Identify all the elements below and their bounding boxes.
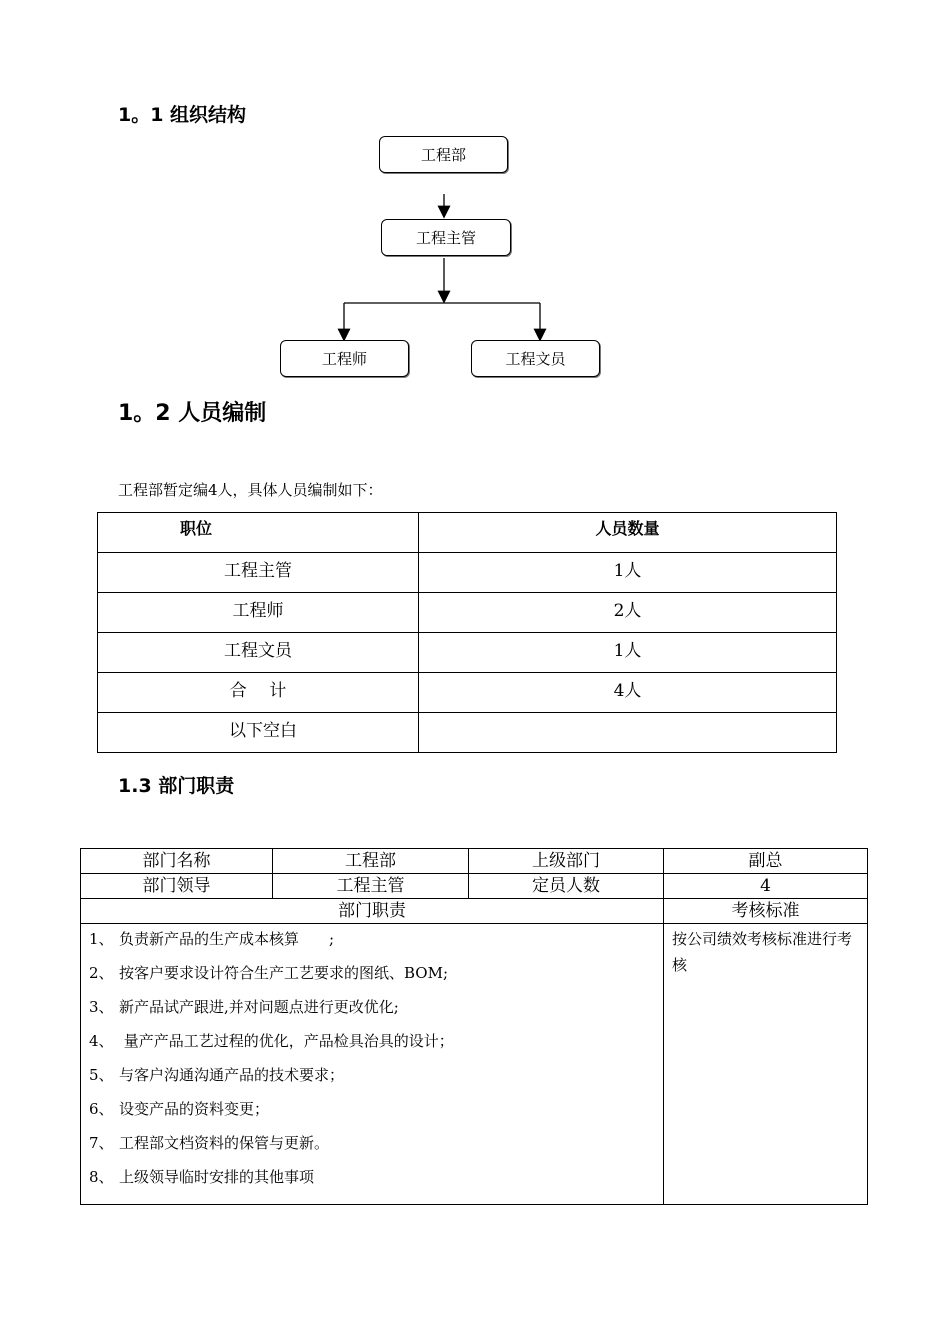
list-item: 5、 与客户沟通沟通产品的技术要求；	[89, 1066, 345, 1084]
table-row	[98, 713, 837, 753]
superior-value: 副总	[664, 849, 868, 874]
headcount-value: 4	[664, 874, 868, 899]
table-row	[81, 924, 868, 1205]
table-row	[81, 874, 868, 899]
list-item: 3、 新产品试产跟进,并对问题点进行更改优化;	[89, 998, 399, 1016]
table-row	[81, 849, 868, 874]
cell-count: 1人	[419, 553, 837, 593]
table-row	[98, 673, 837, 713]
list-item: 7、 工程部文档资料的保管与更新。	[89, 1134, 330, 1152]
dept-name-value: 工程部	[273, 849, 469, 874]
section-title-org: 1。1 组织结构	[118, 104, 247, 126]
leader-value: 工程主管	[273, 874, 469, 899]
section-title-duties: 1.3 部门职责	[118, 775, 235, 797]
duties-header: 部门职责	[81, 899, 664, 924]
list-item: 1、 负责新产品的生产成本核算 ;	[89, 930, 335, 948]
headcount-label: 定员人数	[469, 874, 664, 899]
header-position: 职位	[98, 513, 419, 553]
leader-label: 部门领导	[81, 874, 273, 899]
dept-name-label: 部门名称	[81, 849, 273, 874]
cell-position: 工程师	[98, 593, 419, 633]
org-node-engineer: 工程师	[280, 340, 409, 377]
table-row	[81, 899, 868, 924]
cell-count: 4人	[419, 673, 837, 713]
criteria-header: 考核标准	[664, 899, 868, 924]
cell-count: 2人	[419, 593, 837, 633]
org-node-supervisor: 工程主管	[381, 219, 511, 256]
cell-position: 以下空白	[98, 713, 419, 753]
duty-table	[80, 848, 868, 1205]
cell-position: 工程文员	[98, 633, 419, 673]
cell-count: 1人	[419, 633, 837, 673]
staffing-table	[97, 512, 837, 753]
list-item: 2、 按客户要求设计符合生产工艺要求的图纸、BOM;	[89, 964, 449, 982]
cell-count	[419, 713, 837, 753]
cell-position: 工程主管	[98, 553, 419, 593]
list-item: 6、 设变产品的资料变更；	[89, 1100, 270, 1118]
section-title-staffing: 1。2 人员编制	[118, 401, 267, 426]
table-row	[98, 553, 837, 593]
criteria-text: 按公司绩效考核标准进行考核	[664, 924, 868, 1205]
duty-list	[81, 924, 664, 1205]
org-node-clerk: 工程文员	[471, 340, 600, 377]
table-row	[98, 633, 837, 673]
list-item: 8、 上级领导临时安排的其他事项	[89, 1168, 315, 1186]
list-item: 4、 量产产品工艺过程的优化，产品检具治具的设计；	[89, 1032, 454, 1050]
org-node-department: 工程部	[379, 136, 508, 173]
superior-label: 上级部门	[469, 849, 664, 874]
header-count: 人员数量	[419, 513, 837, 553]
staffing-intro: 工程部暂定编4人，具体人员编制如下：	[118, 481, 383, 499]
table-row	[98, 593, 837, 633]
cell-position: 合 计	[98, 673, 419, 713]
table-header-row	[98, 513, 837, 553]
